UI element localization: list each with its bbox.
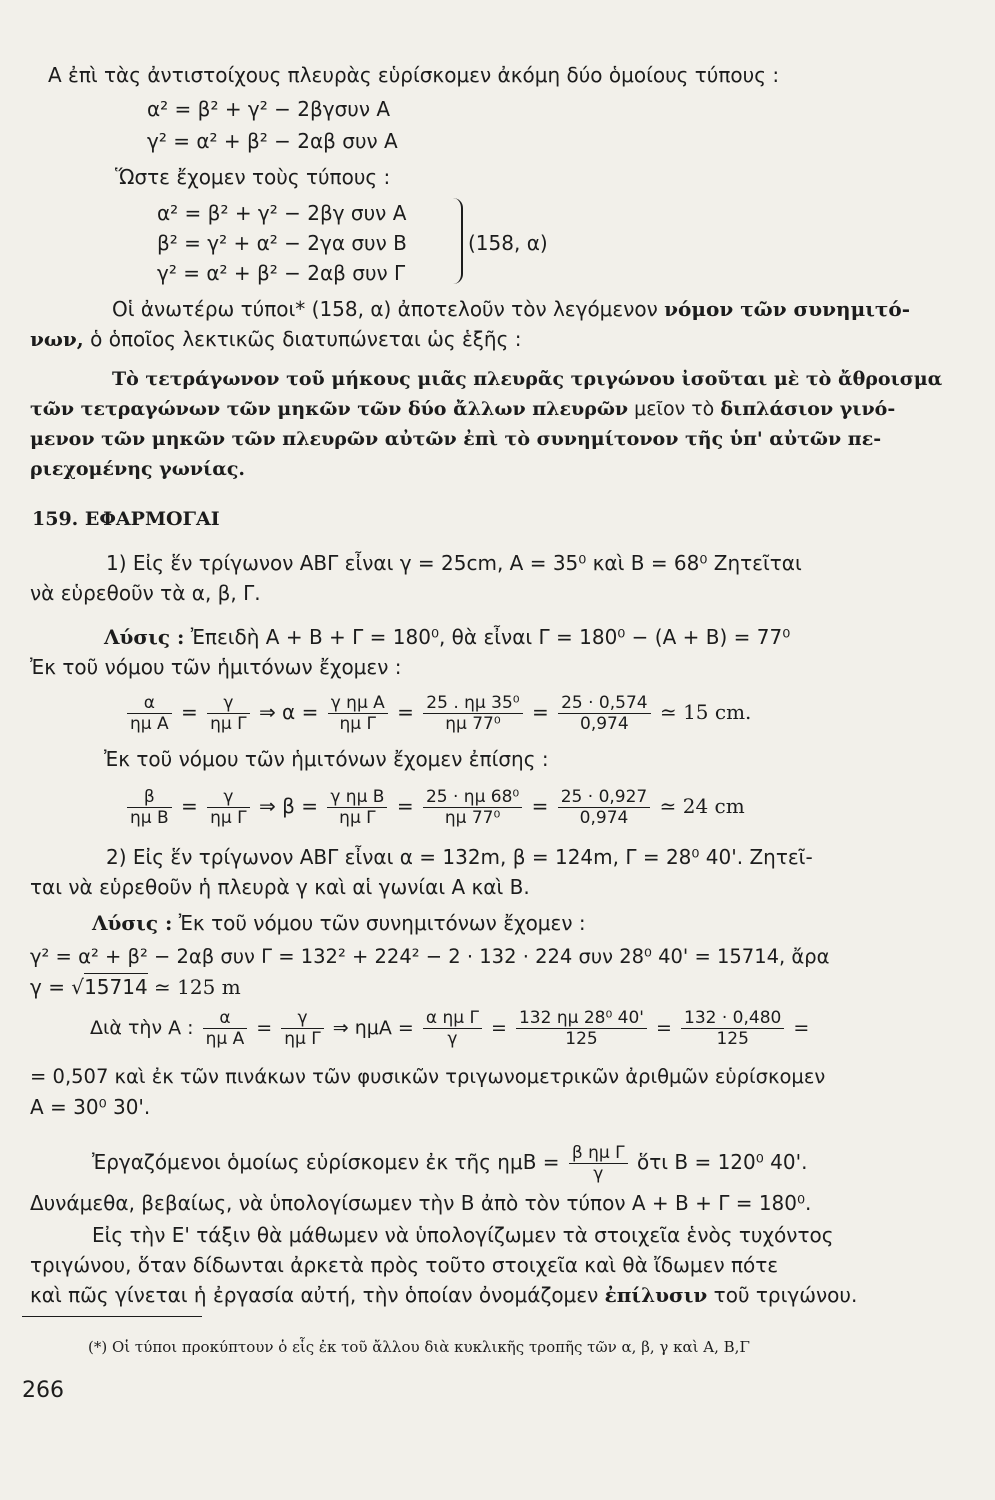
- fraction: $\frac{\alpha}{\text{ημ Α}}$: [203, 1008, 248, 1049]
- fraction: $\frac{\text{γ ημ Α}}{\text{ημ Γ}}$: [328, 693, 388, 734]
- law-name-bold-end: νων,: [30, 327, 84, 351]
- example1-line-2: νὰ εὑρεθοῦν τὰ α, β, Γ.: [30, 581, 261, 605]
- example2-line-2: ται νὰ εὑρεθοῦν ἡ πλευρὰ γ καὶ αἱ γωνίαι Α καὶ Β.: [30, 875, 530, 899]
- law-name-bold: νόμον τῶν συνημιτό-: [664, 297, 911, 321]
- example2-equation-A: Διὰ τὴν Α : $\frac{\alpha}{\text{ημ Α}}$ = $\frac{\gamma}{\text{ημ Γ}}$ ⇒ ημΑ = $\frac{\text{α ημ Γ}}{\gamma}$ = $\frac{\text{132 ημ 28⁰ 40'}}{125}$ = $\frac{132 \cdot 0,480}{125}$ =: [90, 1008, 810, 1049]
- closing-line-2: τριγώνου, ὅταν δίδωνται ἀρκετὰ πρὸς τοῦτο στοιχεῖα καὶ θὰ ἴδωμεν πότε: [30, 1253, 779, 1277]
- example2-alternative: Δυνάμεθα, βεβαίως, νὰ ὑπολογίσωμεν τὴν Β ἀπὸ τὸν τύπον Α + Β + Γ = 180⁰.: [30, 1191, 812, 1215]
- example1-equation-1: $\frac{\alpha}{\text{ημ Α}}$ = $\frac{\gamma}{\text{ημ Γ}}$ ⇒ α = $\frac{\text{γ ημ Α}}{\text{ημ Γ}}$ = $\frac{\text{25 . ημ 35⁰}}{\text{ημ 77⁰}}$ = $\frac{25 \cdot 0,574}{0,974}$ ≃ 15 cm.: [124, 690, 751, 734]
- law-paragraph-line-1: [112, 296, 910, 322]
- fraction: $\frac{\text{132 ημ 28⁰ 40'}}{125}$: [516, 1008, 647, 1049]
- footnote: (*) Οἱ τύποι προκύπτουν ὁ εἷς ἐκ τοῦ ἄλλου διὰ κυκλικῆς τροπῆς τῶν α, β, γ καὶ Α, Β,Γ: [88, 1338, 750, 1356]
- example1-line-1: 1) Εἰς ἕν τρίγωνον ΑΒΓ εἶναι γ = 25cm, Α = 35⁰ καὶ Β = 68⁰ Ζητεῖται: [106, 551, 802, 575]
- section-heading: 159. ΕΦΑΡΜΟΓΑΙ: [32, 508, 220, 530]
- example1-sine-law-again: Ἐκ τοῦ νόμου τῶν ἡμιτόνων ἔχομεν ἐπίσης :: [104, 747, 549, 771]
- fraction: $\frac{\gamma}{\text{ημ Γ}}$: [281, 1008, 323, 1049]
- fraction: $\frac{\text{γ ημ Β}}{\text{ημ Γ}}$: [327, 787, 387, 828]
- example2-line-1: 2) Εἰς ἕν τρίγωνον ΑΒΓ εἶναι α = 132m, β = 124m, Γ = 28⁰ 40'. Ζητεῖ-: [106, 845, 813, 869]
- law-line-3: γ² = α² + β² − 2αβ συν Γ: [157, 261, 406, 285]
- fraction: $\frac{25 \cdot 0,927}{0,974}$: [558, 787, 651, 828]
- page-number: 266: [22, 1378, 64, 1403]
- example2-angle-A: Α = 30⁰ 30'.: [30, 1095, 151, 1119]
- example1-solution-line: [104, 624, 790, 650]
- example2-solution-text: Ἐκ τοῦ νόμου τῶν συνημιτόνων ἔχομεν :: [178, 911, 586, 935]
- lysis-label: Λύσις :: [104, 625, 185, 649]
- example1-solution-text: Ἐπειδὴ Α + Β + Γ = 180⁰, θὰ εἶναι Γ = 180⁰ − (Α + Β) = 77⁰: [190, 625, 791, 649]
- statement-part-c: διπλάσιον γινό-: [720, 398, 896, 420]
- lysis-label-2: Λύσις :: [92, 911, 173, 935]
- law-line-1: α² = β² + γ² − 2βγ συν Α: [157, 201, 407, 225]
- fraction: $\frac{132 \cdot 0,480}{125}$: [681, 1008, 784, 1049]
- example2-cosine-equation: γ² = α² + β² − 2αβ συν Γ = 132² + 224² − 2 · 132 · 224 συν 28⁰ 40' = 15714, ἄρα: [30, 945, 830, 968]
- fraction: $\frac{\gamma}{\text{ημ Γ}}$: [207, 787, 249, 828]
- fraction: $\frac{\text{25 · ημ 68⁰}}{\text{ημ 77⁰}}$: [423, 787, 522, 828]
- example2-solution-line: [92, 910, 586, 936]
- fraction: $\frac{\gamma}{\text{ημ Γ}}$: [207, 693, 249, 734]
- law-line-2: β² = γ² + α² − 2γα συν Β: [157, 231, 407, 255]
- statement-part-b: μεῖον τὸ: [634, 398, 715, 420]
- fraction: $\frac{\text{α ημ Γ}}{\gamma}$: [423, 1008, 482, 1049]
- example2-gamma-value: γ = √15714 ≃ 125 m: [30, 975, 241, 999]
- formula-gamma: γ² = α² + β² − 2αβ συν Α: [147, 129, 398, 153]
- law-brace: [449, 198, 463, 284]
- footnote-rule: [22, 1316, 202, 1317]
- statement-line-3: μενον τῶν μηκῶν τῶν πλευρῶν αὐτῶν ἐπὶ τὸ συνημίτονον τῆς ὑπ' αὐτῶν πε-: [30, 428, 882, 450]
- fraction: $\frac{25 \cdot 0,574}{0,974}$: [558, 693, 651, 734]
- example2-ratio-result: = 0,507 καὶ ἐκ τῶν πινάκων τῶν φυσικῶν τριγωνομετρικῶν ἀριθμῶν εὑρίσκομεν: [30, 1065, 826, 1088]
- statement-part-a: τῶν τετραγώνων τῶν μηκῶν τῶν δύο ἄλλων πλευρῶν: [30, 398, 629, 420]
- fraction: $\frac{\text{25 . ημ 35⁰}}{\text{ημ 77⁰}}$: [423, 693, 522, 734]
- example1-equation-2: $\frac{\beta}{\text{ημ Β}}$ = $\frac{\gamma}{\text{ημ Γ}}$ ⇒ β = $\frac{\text{γ ημ Β}}{\text{ημ Γ}}$ = $\frac{\text{25 · ημ 68⁰}}{\text{ημ 77⁰}}$ = $\frac{25 \cdot 0,927}{0,974}$ ≃ 24 cm: [124, 784, 745, 828]
- epilysis-bold: ἐπίλυσιν: [604, 1283, 708, 1307]
- example2-angle-B-line: Ἐργαζόμενοι ὁμοίως εὑρίσκομεν ἐκ τῆς ημΒ = $\frac{\text{β ημ Γ}}{\gamma}$ ὅτι Β = 120⁰ 40'.: [92, 1143, 808, 1184]
- law-tag: (158, α): [468, 231, 548, 255]
- law-paragraph-text-2: ὁ ὁποῖος λεκτικῶς διατυπώνεται ὡς ἑξῆς :: [90, 327, 522, 351]
- statement-line-2: [30, 396, 895, 422]
- law-paragraph-text: Οἱ ἀνωτέρω τύποι* (158, α) ἀποτελοῦν τὸν λεγόμενον: [112, 297, 658, 321]
- law-paragraph-line-2: [30, 326, 521, 352]
- fraction: $\frac{\beta}{\text{ημ Β}}$: [127, 787, 172, 828]
- example1-sine-law-intro: Ἐκ τοῦ νόμου τῶν ἡμιτόνων ἔχομεν :: [30, 655, 402, 679]
- formula-alpha: α² = β² + γ² − 2βγσυν Α: [147, 97, 391, 121]
- intro-line: Α ἐπὶ τὰς ἀντιστοίχους πλευρὰς εὑρίσκομεν ἀκόμη δύο ὁμοίους τύπους :: [48, 63, 780, 87]
- closing-line-3: καὶ πῶς γίνεται ἡ ἐργασία αὐτή, τὴν ὁποίαν ὀνομάζομεν ἐπίλυσιν τοῦ τριγώνου.: [30, 1283, 858, 1307]
- statement-line-1: Τὸ τετράγωνον τοῦ μήκους μιᾶς πλευρᾶς τριγώνου ἰσοῦται μὲ τὸ ἄθροισμα: [112, 368, 943, 390]
- closing-line-1: Εἰς τὴν Ε' τάξιν θὰ μάθωμεν νὰ ὑπολογίζωμεν τὰ στοιχεῖα ἑνὸς τυχόντος: [92, 1223, 834, 1247]
- fraction: $\frac{\alpha}{\text{ημ Α}}$: [127, 693, 172, 734]
- fraction: $\frac{\text{β ημ Γ}}{\gamma}$: [569, 1143, 628, 1184]
- wste-line: Ὥστε ἔχομεν τοὺς τύπους :: [115, 165, 391, 189]
- statement-line-4: ριεχομένης γωνίας.: [30, 458, 246, 480]
